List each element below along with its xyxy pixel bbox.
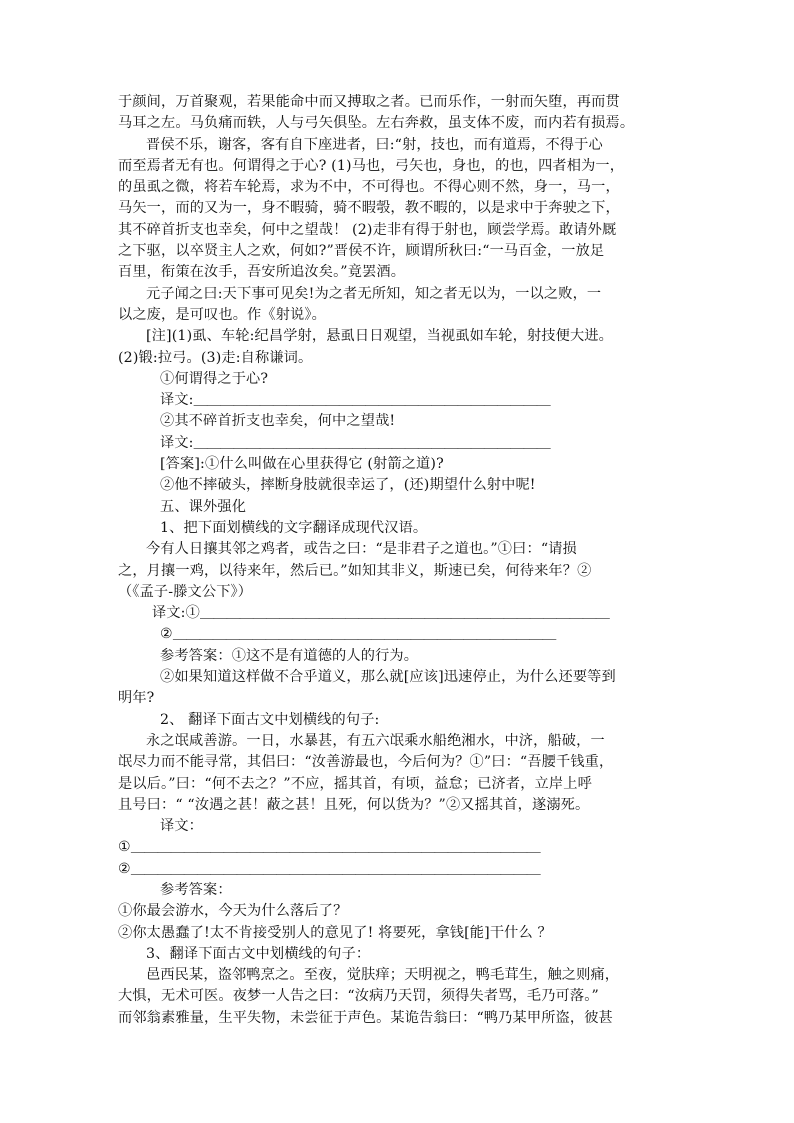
text-line <box>118 816 682 837</box>
line-text: ②其不碎首折支也幸矣，何中之望哉! <box>160 413 396 430</box>
line-text: 晋侯不乐，谢客，客有自下座进者，曰:“射，技也，而有道焉，不得于心 <box>146 136 603 153</box>
translation-blank-line <box>118 433 682 454</box>
text-line <box>118 965 682 986</box>
text-line <box>118 731 682 752</box>
line-text: [答案]:①什么叫做在心里获得它 (射箭之道)? <box>160 456 444 473</box>
line-text: 邑西民某，盗邻鸭烹之。至夜，觉肤痒；天明视之，鸭毛茸生，触之则痛， <box>146 967 620 984</box>
line-text: （《孟子-滕文公下》） <box>118 583 253 600</box>
answer-blank: ＿＿＿＿＿＿＿＿＿＿＿＿＿＿＿＿＿＿＿＿＿＿＿＿＿＿＿＿＿＿＿ <box>130 860 540 877</box>
text-line <box>118 1008 682 1029</box>
line-text: 百里，衔策在汝手，吾安所追汝矣。”竟罢酒。 <box>118 264 406 281</box>
text-line <box>118 220 682 241</box>
text-line <box>118 326 682 347</box>
answer-blank: ＿＿＿＿＿＿＿＿＿＿＿＿＿＿＿＿＿＿＿＿＿＿＿＿＿＿＿＿＿＿＿ <box>130 839 540 856</box>
text-line <box>118 880 682 901</box>
line-text: 是以后。”曰：“何不去之？”不应，摇其首，有顷，益怠；已济者，立岸上呼 <box>118 775 592 792</box>
line-text: 的虽虱之微，将若车轮焉，求为不中，不可得也。不得心则不然，身一，马一， <box>118 179 620 196</box>
text-line <box>118 198 682 219</box>
line-text: 1、把下面划横线的文字翻译成现代汉语。 <box>160 519 428 536</box>
line-text: 今有人日攘其邻之鸡者，或告之曰：“是非君子之道也。”①曰：“请损 <box>146 541 577 558</box>
text-line <box>118 497 682 518</box>
line-text: ②他不摔破头，摔断身肢就很幸运了，(还)期望什么射中呢! <box>160 477 536 494</box>
text-line <box>118 454 682 475</box>
line-text: 马耳之左。马负痛而轶，人与弓矢俱坠。左右奔救，虽支体不废，而内若有损焉。 <box>118 115 635 132</box>
text-line <box>118 944 682 965</box>
answer-blank: ＿＿＿＿＿＿＿＿＿＿＿＿＿＿＿＿＿＿＿＿＿＿＿＿＿＿＿ <box>193 392 550 409</box>
text-line <box>118 305 682 326</box>
line-text: 译文： <box>160 818 204 835</box>
line-text: ①你最会游水，今天为什么落后了？ <box>118 903 348 920</box>
text-line <box>118 113 682 134</box>
line-text: 2、 翻译下面古文中划横线的句子: <box>160 711 380 728</box>
line-text: 其不碎首折支也幸矣，何中之望哉！ (2)走非有得于射也，顾尝学焉。敢请外厩 <box>118 221 617 238</box>
text-line <box>118 986 682 1007</box>
text-line <box>118 411 682 432</box>
text-line <box>118 539 682 560</box>
text-line <box>118 241 682 262</box>
line-text: 3、翻译下面古文中划横线的句子： <box>146 945 371 962</box>
text-line <box>118 795 682 816</box>
text-line <box>118 369 682 390</box>
line-text: ② <box>118 860 131 877</box>
line-text: 参考答案：①这不是有道德的人的行为。 <box>160 647 419 664</box>
line-text: 明年? <box>118 690 155 707</box>
line-text: 大惧，无术可医。夜梦一人告之曰：“汝病乃天罚，须得失者骂，毛乃可落。” <box>118 988 599 1005</box>
text-line <box>118 475 682 496</box>
text-line <box>118 135 682 156</box>
text-line <box>118 923 682 944</box>
text-line <box>118 177 682 198</box>
text-line <box>118 901 682 922</box>
answer-blank: ＿＿＿＿＿＿＿＿＿＿＿＿＿＿＿＿＿＿＿＿＿＿＿＿＿＿＿＿＿＿＿ <box>199 605 609 622</box>
line-text: 之下驱，以卒贤主人之欢，何如?”晋侯不许，顾谓所秋曰:“一马百金，一放足 <box>118 243 605 260</box>
text-line <box>118 710 682 731</box>
translation-blank-line <box>118 390 682 411</box>
translation-blank-line <box>118 837 682 858</box>
line-text: 译文: <box>160 392 194 409</box>
text-line <box>118 348 682 369</box>
document-body <box>118 92 682 1029</box>
line-text: 元子闻之曰:天下事可见矣!为之者无所知，知之者无以为，一以之败，一 <box>146 285 602 302</box>
text-line <box>118 518 682 539</box>
text-line <box>118 752 682 773</box>
text-line <box>118 156 682 177</box>
line-text: 氓尽力而不能寻常，其侣曰：“汝善游最也，今后何为？①”曰：“吾腰千钱重， <box>118 754 614 771</box>
line-text: 译文: <box>160 434 194 451</box>
line-text: ②你太愚蠢了!太不肯接受别人的意见了! 将要死，拿钱[能]干什么 ？ <box>118 924 552 941</box>
line-text: [注](1)虱、车轮:纪昌学射，悬虱日日观望，当视虱如车轮，射技便大进。 <box>146 328 613 345</box>
line-text: 马矢一，而的又为一，身不暇骑，骑不暇彀，教不暇的，以是求中于奔驶之下， <box>118 200 620 217</box>
line-text: 且号曰：“ “汝遇之甚！蔽之甚！且死，何以货为？”②又摇其首，遂溺死。 <box>118 796 590 813</box>
line-text: 参考答案： <box>160 881 232 898</box>
line-text: 五、课外强化 <box>160 498 247 515</box>
text-line <box>118 646 682 667</box>
line-text: ② <box>160 626 173 643</box>
line-text: ②如果知道这样做不合乎道义，那么就[应该]迅速停止，为什么还要等到 <box>160 669 616 686</box>
line-text: 以之废，是可叹也。作《射说》。 <box>118 306 326 323</box>
text-line <box>118 667 682 688</box>
line-text: ①何谓得之于心? <box>160 370 269 387</box>
line-text: 之，月攘一鸡，以待来年，然后已。”如知其非义，斯速已矣，何待来年？② <box>118 562 592 579</box>
line-text: ① <box>118 839 131 856</box>
text-line <box>118 561 682 582</box>
line-text: 译文:① <box>152 605 200 622</box>
text-line <box>118 688 682 709</box>
text-line <box>118 284 682 305</box>
translation-blank-line <box>118 624 682 645</box>
answer-blank: ＿＿＿＿＿＿＿＿＿＿＿＿＿＿＿＿＿＿＿＿＿＿＿＿＿＿＿＿＿ <box>172 626 556 643</box>
line-text: (2)锻:拉弓。(3)走:自称谦词。 <box>118 349 313 366</box>
text-line <box>118 92 682 113</box>
line-text: 于颜间，万首聚观，若果能命中而又搏取之者。已而乐作，一射而矢堕，再而贯 <box>118 94 620 110</box>
text-line <box>118 774 682 795</box>
line-text: 而至焉者无有也。何谓得之于心? (1)马也，弓矢也，身也，的也，四者相为一， <box>118 157 625 174</box>
translation-blank-line <box>118 603 682 624</box>
translation-blank-line <box>118 859 682 880</box>
answer-blank: ＿＿＿＿＿＿＿＿＿＿＿＿＿＿＿＿＿＿＿＿＿＿＿＿＿＿＿ <box>193 434 550 451</box>
text-line <box>118 582 682 603</box>
line-text: 永之氓咸善游。一日，水暴甚，有五六氓乘水船绝湘水，中济，船破，一 <box>146 732 605 749</box>
text-line <box>118 262 682 283</box>
line-text: 而邻翁素雅量，生平失物，未尝征于声色。某诡告翁曰：“鸭乃某甲所盗，彼甚 <box>118 1009 613 1026</box>
